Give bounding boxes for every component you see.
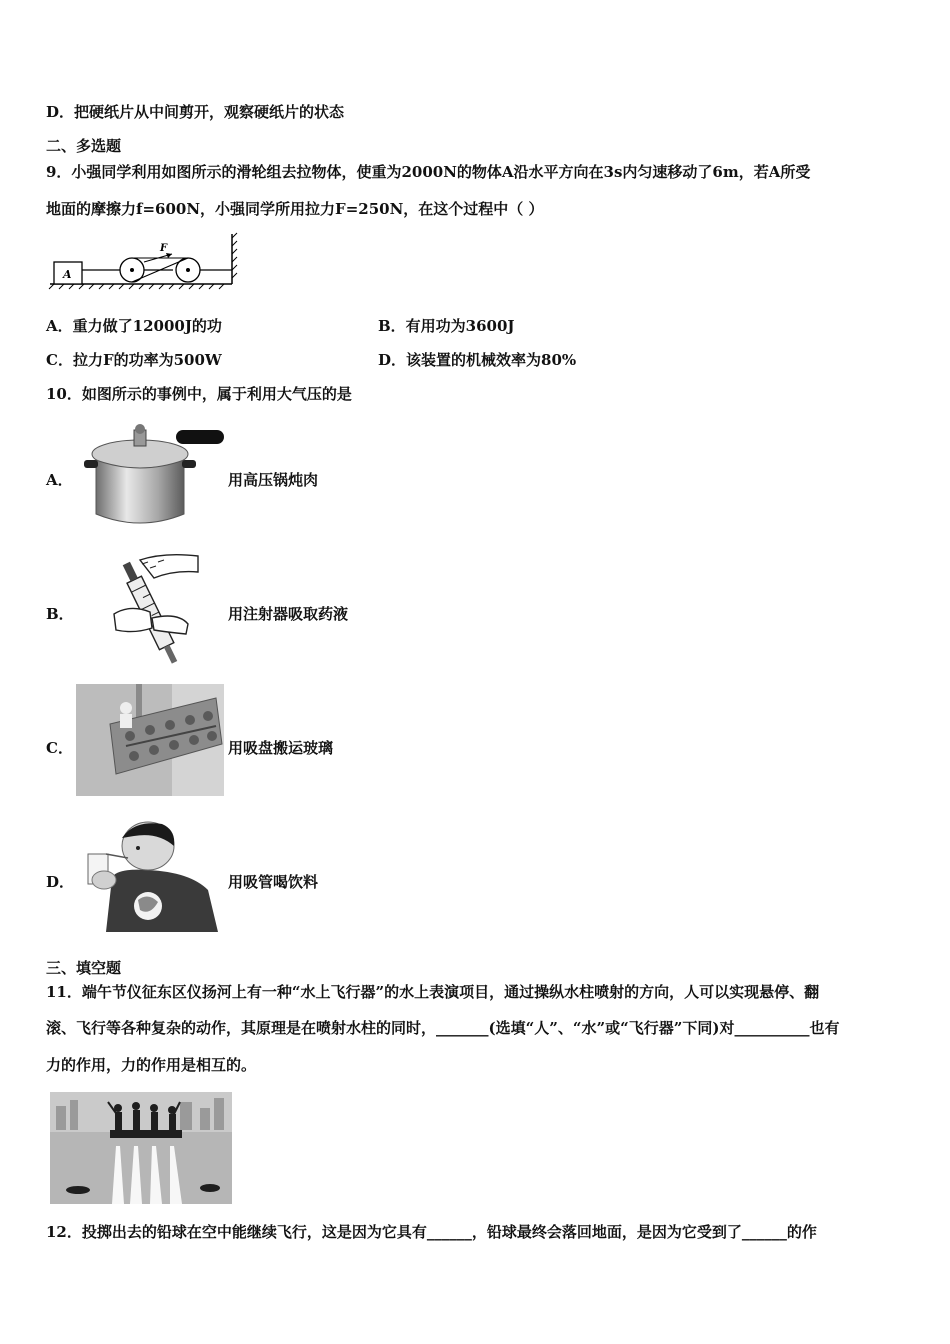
q10-option-c-caption: 用吸盘搬运玻璃: [228, 739, 334, 757]
q11-line1: 11．端午节仪征东区仪扬河上有一种“水上飞行器”的水上表演项目，通过操纵水柱喷射的方向，人可以实现悬停、翻: [46, 983, 820, 1001]
q9-option-a: A．重力做了12000J的功: [46, 317, 222, 335]
water-jetpack-photo: [50, 1092, 232, 1204]
q10-option-a-letter: A．: [46, 471, 73, 489]
q11-line2: 滚、飞行等各种复杂的动作，其原理是在喷射水柱的同时，_______(选填“人”、“水”或“飞行器”下同)对__________也有: [46, 1019, 840, 1037]
q10-option-d-letter: D．: [46, 873, 75, 891]
q10-option-a-caption: 用高压锅炖肉: [228, 471, 319, 489]
force-f-label: F: [160, 243, 168, 254]
section-heading-fill-blank: 三、填空题: [46, 959, 122, 977]
syringe-icon: [94, 552, 202, 664]
q9-stem-line2: 地面的摩擦力f=600N，小强同学所用拉力F=250N，在这个过程中（ ）: [46, 200, 544, 218]
boy-straw-icon: [78, 820, 222, 932]
pressure-cooker-icon: [80, 420, 226, 532]
q9-option-c: C．拉力F的功率为500W: [46, 351, 222, 369]
q9-option-b: B．有用功为3600J: [378, 317, 515, 335]
prev-option-d: D．把硬纸片从中间剪开，观察硬纸片的状态: [46, 103, 345, 121]
q10-option-b-caption: 用注射器吸取药液: [228, 605, 349, 623]
q9-stem-line1: 9．小强同学利用如图所示的滑轮组去拉物体，使重为2000N的物体A沿水平方向在3s内匀速移动了6m，若A所受: [46, 163, 811, 181]
q11-line3: 力的作用，力的作用是相互的。: [46, 1056, 257, 1074]
block-a-label: A: [63, 268, 72, 281]
section-heading-multi-choice: 二、多选题: [46, 137, 122, 155]
q9-option-d: D．该装置的机械效率为80%: [378, 351, 577, 369]
q10-option-c-letter: C．: [46, 739, 73, 757]
q10-option-b-letter: B．: [46, 605, 74, 623]
q10-stem: 10．如图所示的事例中，属于利用大气压的是: [46, 385, 352, 403]
q12-line1: 12．投掷出去的铅球在空中能继续飞行，这是因为它具有______，铅球最终会落回地面，是因为它受到了______的作: [46, 1223, 817, 1241]
suction-cup-glass-icon: [76, 684, 224, 796]
q10-option-d-caption: 用吸管喝饮料: [228, 873, 319, 891]
pulley-diagram: [48, 232, 238, 290]
